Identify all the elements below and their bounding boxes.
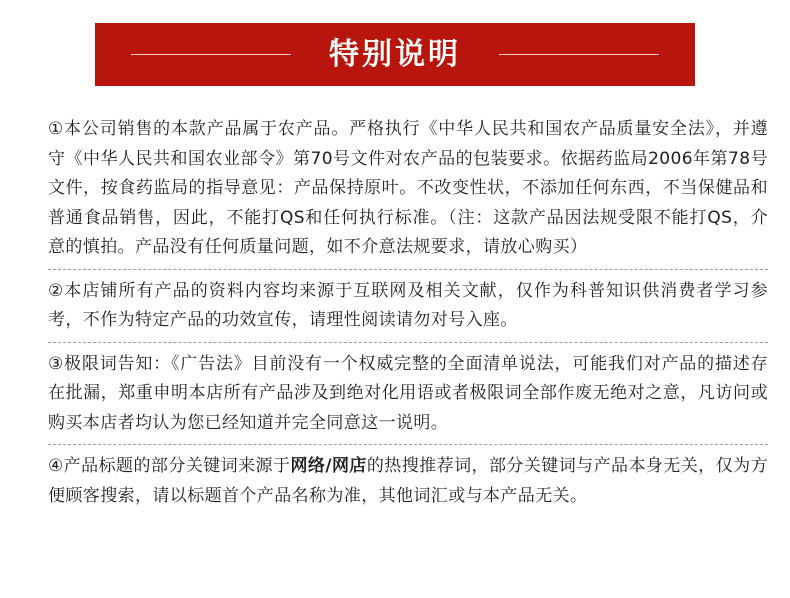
notice-content [48,115,768,511]
notice-paragraph-4 [48,452,768,511]
dashed-divider [48,269,768,270]
dashed-divider [48,444,768,445]
notice-paragraph-2: ②本店铺所有产品的资料内容均来源于互联网及相关文献，仅作为科普知识供消费者学习参考，不作为特定产品的功效宣传，请理性阅读请勿对号入座。 [48,280,768,330]
banner-title: 特别说明 [329,36,461,72]
dashed-divider [48,342,768,343]
notice-paragraph-1: ①本公司销售的本款产品属于农产品。严格执行《中华人民共和国农产品质量安全法》，并遵守《中华人民共和国农业部令》第70号文件对农产品的包装要求。依据药监局2006年第78号文件，按食药监局的指导意见：产品保持原叶。不改变性状，不添加任何东西，不当保健品和普通食品销售，因此，不能打QS和任何执行标准。（注：这款产品因法规受限不能打QS，介意的慎拍。产品没有任何质量问题，如不介意法规要求，请放心购买） [48,119,768,257]
banner-right-rule [499,54,659,55]
banner-left-rule [131,54,291,55]
title-banner [95,23,695,86]
paragraph-4-text-before: ④产品标题的部分关键词来源于 [48,456,291,476]
paragraph-4-bold-text: 网络/网店 [290,456,367,476]
paragraph-4-text-after: 的热搜推荐词，部分关键词与产品本身无关，仅为方便顾客搜索，请以标题首个产品名称为准，其他词汇或与本产品无关。 [48,456,768,506]
notice-paragraph-3: ③极限词告知：《广告法》目前没有一个权威完整的全面清单说法，可能我们对产品的描述存在批漏，郑重申明本店所有产品涉及到绝对化用语或者极限词全部作废无绝对之意，凡访问或购买本店者均认为您已经知道并完全同意这一说明。 [48,353,768,433]
